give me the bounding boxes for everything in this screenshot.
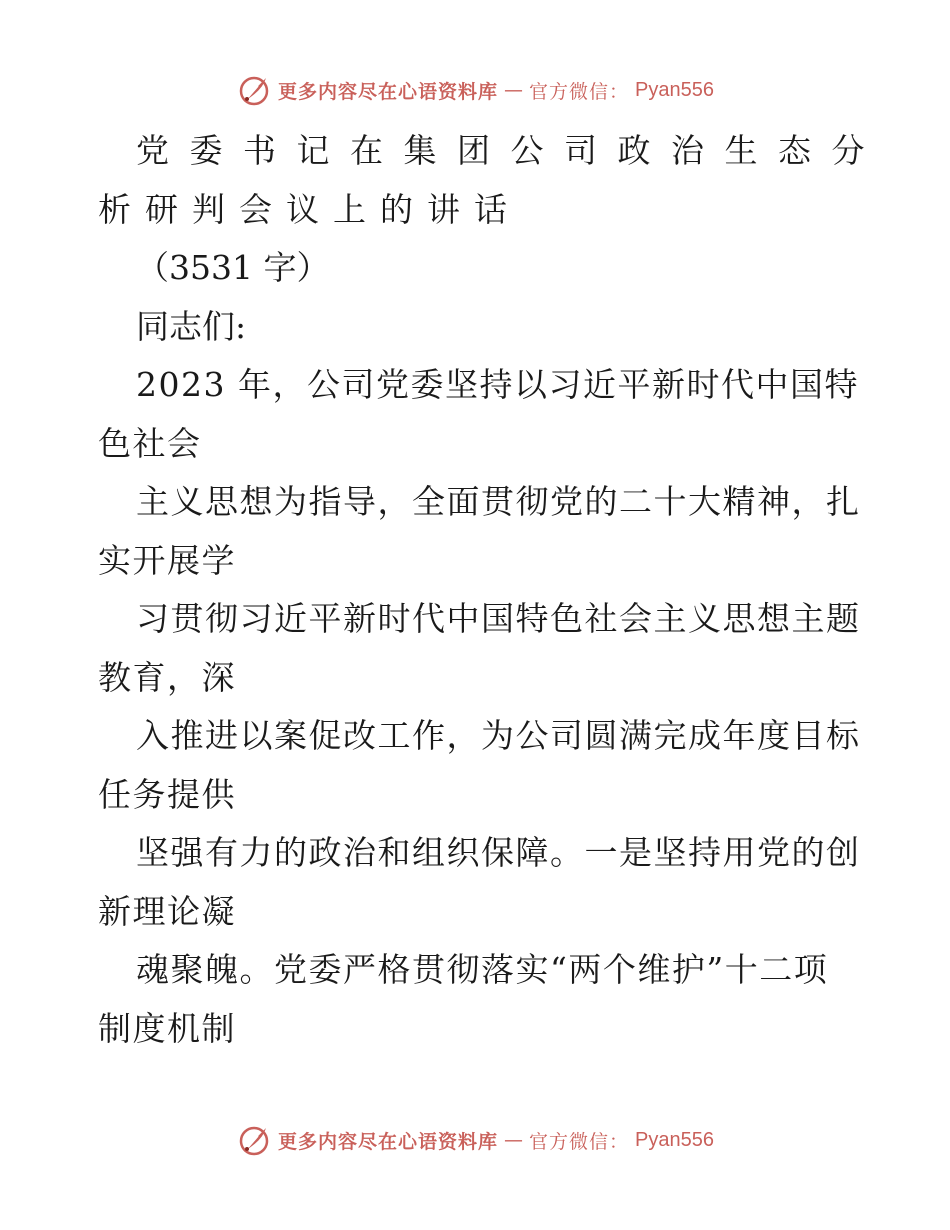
header-banner <box>0 70 950 110</box>
banner-wechat-id: Pyan556 <box>635 1128 714 1151</box>
doc-title-line-2: 析研判会议上的讲话 <box>98 189 521 229</box>
footer-banner <box>0 1120 950 1160</box>
body-line: 新理论凝 <box>98 891 236 931</box>
salutation: 同志们: <box>136 306 247 346</box>
banner-dash: — <box>504 79 524 101</box>
banner-text: 更多内容尽在心语资料库 <box>278 1130 499 1153</box>
banner-dash: — <box>504 1129 524 1151</box>
body-line: 入推进以案促改工作，为公司圆满完成年度目标 <box>136 716 861 755</box>
body-line: 任务提供 <box>98 774 236 814</box>
paragraph <box>98 356 861 1058</box>
banner-wechat-label: 官方微信： <box>529 1130 630 1153</box>
body-line: 魂聚魄。党委严格贯彻落实“两个维护”十二项 <box>136 950 829 989</box>
body-line: 主义思想为指导，全面贯彻党的二十大精神，扎 <box>136 482 861 521</box>
banner-wechat-id: Pyan556 <box>635 78 714 101</box>
body-line: 制度机制 <box>98 1008 236 1048</box>
body-line: 教育，深 <box>98 657 236 697</box>
quill-logo-icon <box>236 72 272 108</box>
word-count: （3531 字） <box>136 248 330 287</box>
body-line: 2023 年，公司党委坚持以习近平新时代中国特 <box>136 365 859 404</box>
quill-logo-icon <box>236 1122 272 1158</box>
document-body <box>98 122 885 1058</box>
banner-wechat-label: 官方微信： <box>529 80 630 103</box>
banner-text: 更多内容尽在心语资料库 <box>278 80 499 103</box>
body-line: 实开展学 <box>98 540 236 580</box>
body-line: 坚强有力的政治和组织保障。一是坚持用党的创 <box>136 833 861 872</box>
body-line: 色社会 <box>98 423 202 463</box>
body-line: 习贯彻习近平新时代中国特色社会主义思想主题 <box>136 599 861 638</box>
doc-title-line-1: 党委书记在集团公司政治生态分 <box>136 131 885 170</box>
